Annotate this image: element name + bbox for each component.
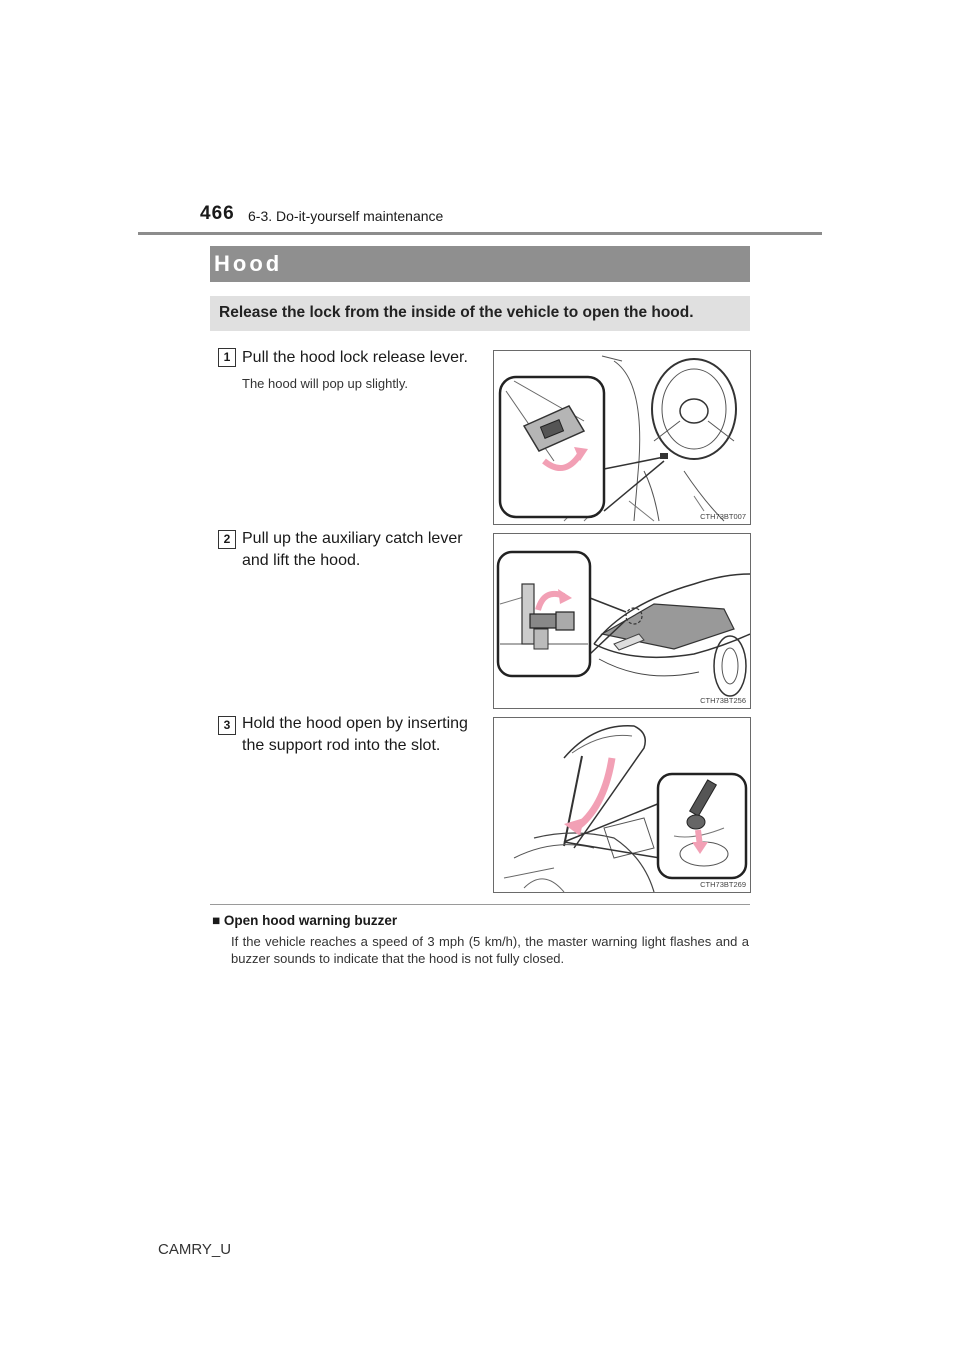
figure-code-3: CTH73BT269 (700, 880, 746, 889)
intro-text: Release the lock from the inside of the vehicle to open the hood. (219, 304, 694, 321)
header-rule (138, 232, 822, 235)
figure-auxiliary-catch-lever (493, 533, 751, 709)
page-number: 466 (200, 203, 235, 224)
note-body: If the vehicle reaches a speed of 3 mph (5 km/h), the master warning light flashes and a buzzer sounds to indicate that the hood is not fully closed. (231, 934, 749, 966)
note-title (212, 913, 397, 928)
figure-hood-release-lever (493, 350, 751, 525)
step-2-text-line2: and lift the hood. (242, 552, 361, 569)
step-2-text-line1: Pull up the auxiliary catch lever (242, 530, 463, 547)
footer-model-code: CAMRY_U (158, 1241, 232, 1258)
step-number-3: 3 (218, 716, 236, 735)
page-title: Hood (214, 251, 283, 276)
intro-bar (210, 296, 750, 331)
figure-code-1: CTH73BT007 (700, 512, 746, 521)
auxiliary-catch-lever-illustration (494, 534, 750, 708)
section-label: 6-3. Do-it-yourself maintenance (248, 208, 444, 224)
figure-code-2: CTH73BT256 (700, 696, 746, 705)
square-bullet-icon: ■ (212, 913, 224, 928)
step-1-text: Pull the hood lock release lever. (242, 349, 468, 366)
step-3-text-line1: Hold the hood open by inserting (242, 715, 468, 732)
step-number-2: 2 (218, 530, 236, 549)
step-3-text-line2: the support rod into the slot. (242, 737, 441, 754)
step-1-subtext: The hood will pop up slightly. (242, 376, 408, 391)
support-rod-illustration (494, 718, 750, 892)
figure-support-rod (493, 717, 751, 893)
hood-release-lever-illustration (494, 351, 750, 524)
step-number-1: 1 (218, 348, 236, 367)
note-title-text: Open hood warning buzzer (223, 913, 398, 928)
note-divider (210, 904, 750, 905)
title-bar (210, 246, 750, 282)
